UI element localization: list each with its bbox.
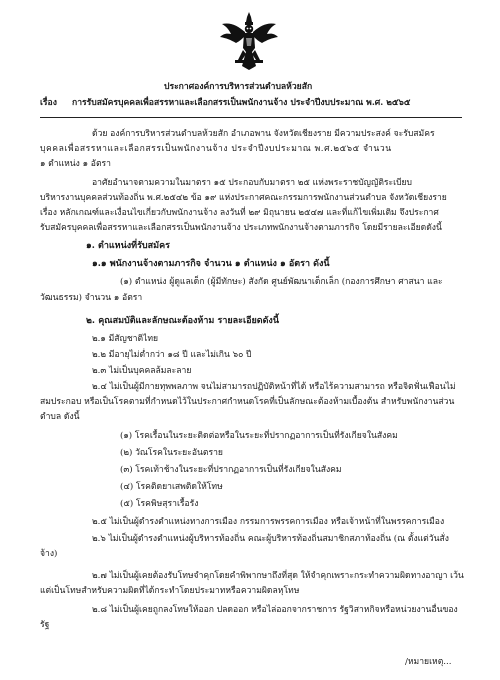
intro-para2-line1: อาศัยอำนาจตามความในมาตรา ๑๕ ประกอบกับมาตรา ๒๕ แห่งพระราชบัญญัติระเบียบ [92, 178, 413, 188]
section2-heading: ๒. คุณสมบัติและลักษณะต้องห้าม รายละเอียดดังนี้ [86, 316, 279, 326]
document-title: ประกาศองค์การบริหารส่วนตำบลห้วยสัก [164, 82, 313, 92]
qualification-2-1: ๒.๑ มีสัญชาติไทย [92, 334, 159, 344]
intro-para2-line2: บริหารงานบุคคลส่วนท้องถิ่น พ.ศ.๒๕๔๒ ข้อ ๑๙ แห่งประกาศคณะกรรมการพนักงานส่วนตำบล จังหวัดเชียงราย [40, 193, 447, 203]
qualification-2-6-line1: ๒.๖ ไม่เป็นผู้ดำรงตำแหน่งผู้บริหารท้องถิ่น คณะผู้บริหารท้องถิ่นสมาชิกสภาท้องถิ่น (ณ ตั้งแต่วันสั่ง [92, 534, 449, 544]
qualification-2-6-line2: จ้าง) [40, 549, 58, 559]
disease-item: (๔) โรคติดยาเสพติดให้โทษ [120, 482, 223, 492]
section1-heading: ๑. ตำแหน่งที่รับสมัคร [86, 241, 170, 251]
intro-para2-line3: เรื่อง หลักเกณฑ์และเงื่อนไขเกี่ยวกับพนักงานจ้าง ลงวันที่ ๒๙ มิถุนายน ๒๕๔๗ และที่แก้ไขเพิ่มเติม จึงประกาศ [40, 208, 439, 218]
qualification-2-3: ๒.๓ ไม่เป็นบุคคลล้มละลาย [92, 366, 192, 376]
subject-text: การรับสมัครบุคคลเพื่อสรรหาและเลือกสรรเป็นพนักงานจ้าง ประจำปีงบประมาณ พ.ศ. ๒๕๖๕ [72, 98, 411, 108]
qualification-2-7-line1: ๒.๗ ไม่เป็นผู้เคยต้องรับโทษจำคุกโดยคำพิพากษาถึงที่สุด ให้จำคุกเพราะกระทำความผิดทางอาญา เว้น [92, 571, 464, 581]
section1-subheading: ๑.๑ พนักงานจ้างตามภารกิจ จำนวน ๑ ตำแหน่ง ๑ อัตรา ดังนี้ [92, 259, 330, 269]
intro-para1-line3: ๑ ตำแหน่ง ๑ อัตรา [40, 159, 111, 169]
qualification-2-5: ๒.๕ ไม่เป็นผู้ดำรงตำแหน่งทางการเมือง กรรมการพรรคการเมือง หรือเจ้าหน้าที่ในพรรคการเมือง [92, 517, 445, 527]
qualification-2-4-line3: ตำบล ดังนี้ [40, 412, 80, 422]
position-item-line1: (๑) ตำแหน่ง ผู้ดูแลเด็ก (ผู้มีทักษะ) สังกัด ศูนย์พัฒนาเด็กเล็ก (กองการศึกษา ศาสนา และ [120, 277, 443, 287]
disease-item: (๒) วัณโรคในระยะอันตราย [120, 448, 223, 458]
subject-underline [40, 117, 462, 118]
garuda-emblem-icon [218, 10, 280, 72]
qualification-2-4-line2: สมประกอบ หรือเป็นโรคตามที่กำหนดไว้ในประกาศกำหนดโรคที่เป็นลักษณะต้องห้ามเบื้องต้น สำหรับพนักงานส่วน [40, 397, 455, 407]
qualification-2-7-line2: แต่เป็นโทษสำหรับความผิดที่ได้กระทำโดยประมาทหรือความผิดลหุโทษ [40, 586, 300, 596]
intro-para1-line1: ด้วย องค์การบริหารส่วนตำบลห้วยสัก อำเภอพาน จังหวัดเชียงราย มีความประสงค์ จะรับสมัคร [92, 129, 435, 139]
intro-para2-line4: รับสมัครบุคคลเพื่อสรรหาและเลือกสรรเป็นพนักงานจ้าง ประเภทพนักงานจ้างตามภารกิจ โดยมีรายละเอียดดังนี้ [40, 223, 442, 233]
qualification-2-2: ๒.๒ มีอายุไม่ต่ำกว่า ๑๘ ปี และไม่เกิน ๖๐ ปี [92, 350, 252, 360]
continued-marker: /หมายเหตุ... [405, 657, 452, 667]
position-item-line2: วัฒนธรรม) จำนวน ๑ อัตรา [40, 293, 143, 303]
disease-item: (๕) โรคพิษสุราเรื้อรัง [120, 499, 199, 509]
subject-label: เรื่อง [40, 98, 57, 108]
disease-item: (๑) โรคเรื้อนในระยะติดต่อหรือในระยะที่ปรากฏอาการเป็นที่รังเกียจในสังคม [120, 431, 398, 441]
qualification-2-8-line2: รัฐ [40, 620, 50, 630]
disease-item: (๓) โรคเท้าช้างในระยะที่ปรากฏอาการเป็นที่รังเกียจในสังคม [120, 465, 342, 475]
intro-para1-line2: บุคคลเพื่อสรรหาและเลือกสรรเป็นพนักงานจ้าง ประจำปีงบประมาณ พ.ศ.๒๕๖๕ จำนวน [40, 144, 392, 154]
qualification-2-4-line1: ๒.๔ ไม่เป็นผู้มีกายทุพพลภาพ จนไม่สามารถปฏิบัติหน้าที่ได้ หรือไร้ความสามารถ หรือจิตฟั่นเฟือนไม่ [92, 382, 456, 392]
qualification-2-8-line1: ๒.๘ ไม่เป็นผู้เคยถูกลงโทษให้ออก ปลดออก หรือไล่ออกจากราชการ รัฐวิสาหกิจหรือหน่วยงานอื่นของ [92, 605, 458, 615]
